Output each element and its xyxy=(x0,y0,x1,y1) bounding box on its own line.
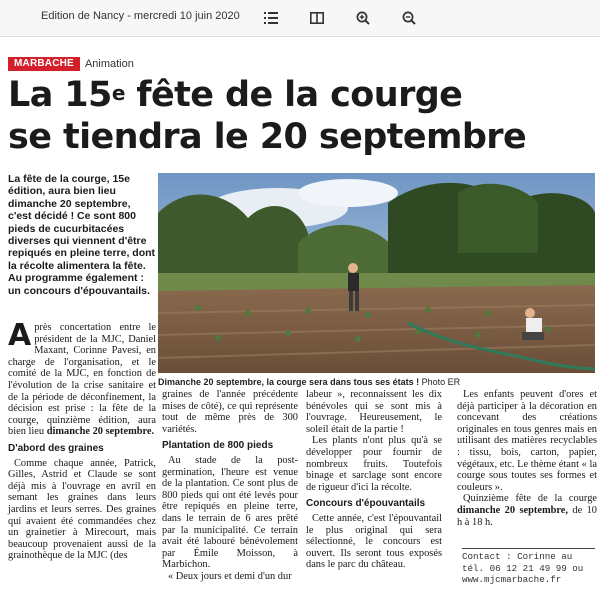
subheading: Concours d'épouvantails xyxy=(306,498,426,510)
article-column-4: Les enfants peuvent d'ores et déjà participer à la décoration en concevant des créations originales en tous genres mais en utilisant des matières recyclables : tissu, bois, carton, papier, végétaux, etc. Le thème étant « la courge sous toutes ses formes et couleurs ». Quinzième fête de la courge dimanche 20 septembre, de 10 h à 18 h. xyxy=(457,389,597,528)
list-button[interactable] xyxy=(258,6,284,30)
subheading: D'abord des graines xyxy=(8,442,104,454)
zoom-in-button[interactable] xyxy=(350,6,376,30)
photo-credit: Photo ER xyxy=(421,377,461,387)
article-column-3: labeur », reconnaissent les dix bénévoles qui se sont mis à l'ouvrage. Heureusement, le soleil était de la partie ! Les plants n'ont plus qu'à se développer pour fournir de nombreux fruits. Toutefois binage et sarclage sont encore de rigueur d'ici la récolte. Concours d'épouvantails Cette année, c'est l'épouvantail le plus original qui sera sélectionné, le concours est ouvert. Ils seront tous exposés dans le parc du château. xyxy=(306,389,442,571)
article-photo xyxy=(158,173,595,373)
photo-caption: Dimanche 20 septembre, la courge sera dans tous ses états ! Photo ER xyxy=(158,377,461,387)
rubric-label: Animation xyxy=(84,58,134,70)
article-column-1: Après concertation entre le président de la MJC, Daniel Maxant, Corinne Pavesi, en charge de l'organisation, et le comité de la MJC, en fonction de l'évolution de la crise sanitaire et de la période de déconfinement, la décision est prise : la fête de la courge, quinzième édition, aura bien lieu dimanche 20 septembre. D'abord des graines Comme chaque année, Patrick, Gilles, Astrid et Claude se sont déjà mis à l'ouvrage en avril en semant les graines dans leurs jardins et leurs serres. Des graines qui avaient été commandées chez un grainetier à Mirecourt, mais beaucoup provenaient aussi de la grainothèque de la MJC (des xyxy=(8,318,156,562)
article-column-2: graines de l'année précédente mises de côté), ce qui représente tout de même près de 300 variétés. Plantation de 800 pieds Au stade de la post-germination, l'heure est venue de la plantation. Ce sont plus de 800 pieds qui ont été levés pour être repiqués en pleine terre, dans le terrain de 6 ares prêté par la municipalité. Ce terrain avait été labouré bénévolement par Émile Moisson, à Marbichon. « Deux jours et demi d'un dur xyxy=(162,389,298,582)
article-headline xyxy=(8,74,598,158)
headline-line-1: La 15e fête de la courge xyxy=(8,75,463,115)
contact-phone: tél. 06 12 21 49 99 ou xyxy=(462,562,584,574)
garden-photo xyxy=(158,173,595,373)
reader-toolbar xyxy=(0,0,600,37)
list-icon xyxy=(264,12,278,24)
contact-box xyxy=(462,548,595,586)
headline-line-2: se tiendra le 20 septembre xyxy=(8,117,527,157)
article-kicker xyxy=(8,57,134,71)
subheading: Plantation de 800 pieds xyxy=(162,440,274,452)
contact-line: Contact : Corinne au xyxy=(462,551,573,562)
zoom-out-icon xyxy=(402,11,416,25)
contact-website-link[interactable]: www.mjcmarbache.fr xyxy=(462,574,562,585)
ordinal-superscript: e xyxy=(111,81,125,105)
zoom-in-icon xyxy=(356,11,370,25)
article-lead: La fête de la courge, 15e édition, aura bien lieu dimanche 20 septembre, c'est décidé ! Ce sont 800 pieds de cucurbitacées diverses qui viennent d'être repiqués en pleine terre, dont la récolte alimentera la fête. Au programme également : un concours d'épouvantails. xyxy=(8,173,156,297)
book-icon xyxy=(310,12,324,24)
page-view-button[interactable] xyxy=(304,6,330,30)
zoom-out-button[interactable] xyxy=(396,6,422,30)
drop-cap: A xyxy=(8,318,32,353)
edition-date: Edition de Nancy - mercredi 10 juin 2020 xyxy=(41,10,240,22)
location-tag: MARBACHE xyxy=(8,57,80,71)
